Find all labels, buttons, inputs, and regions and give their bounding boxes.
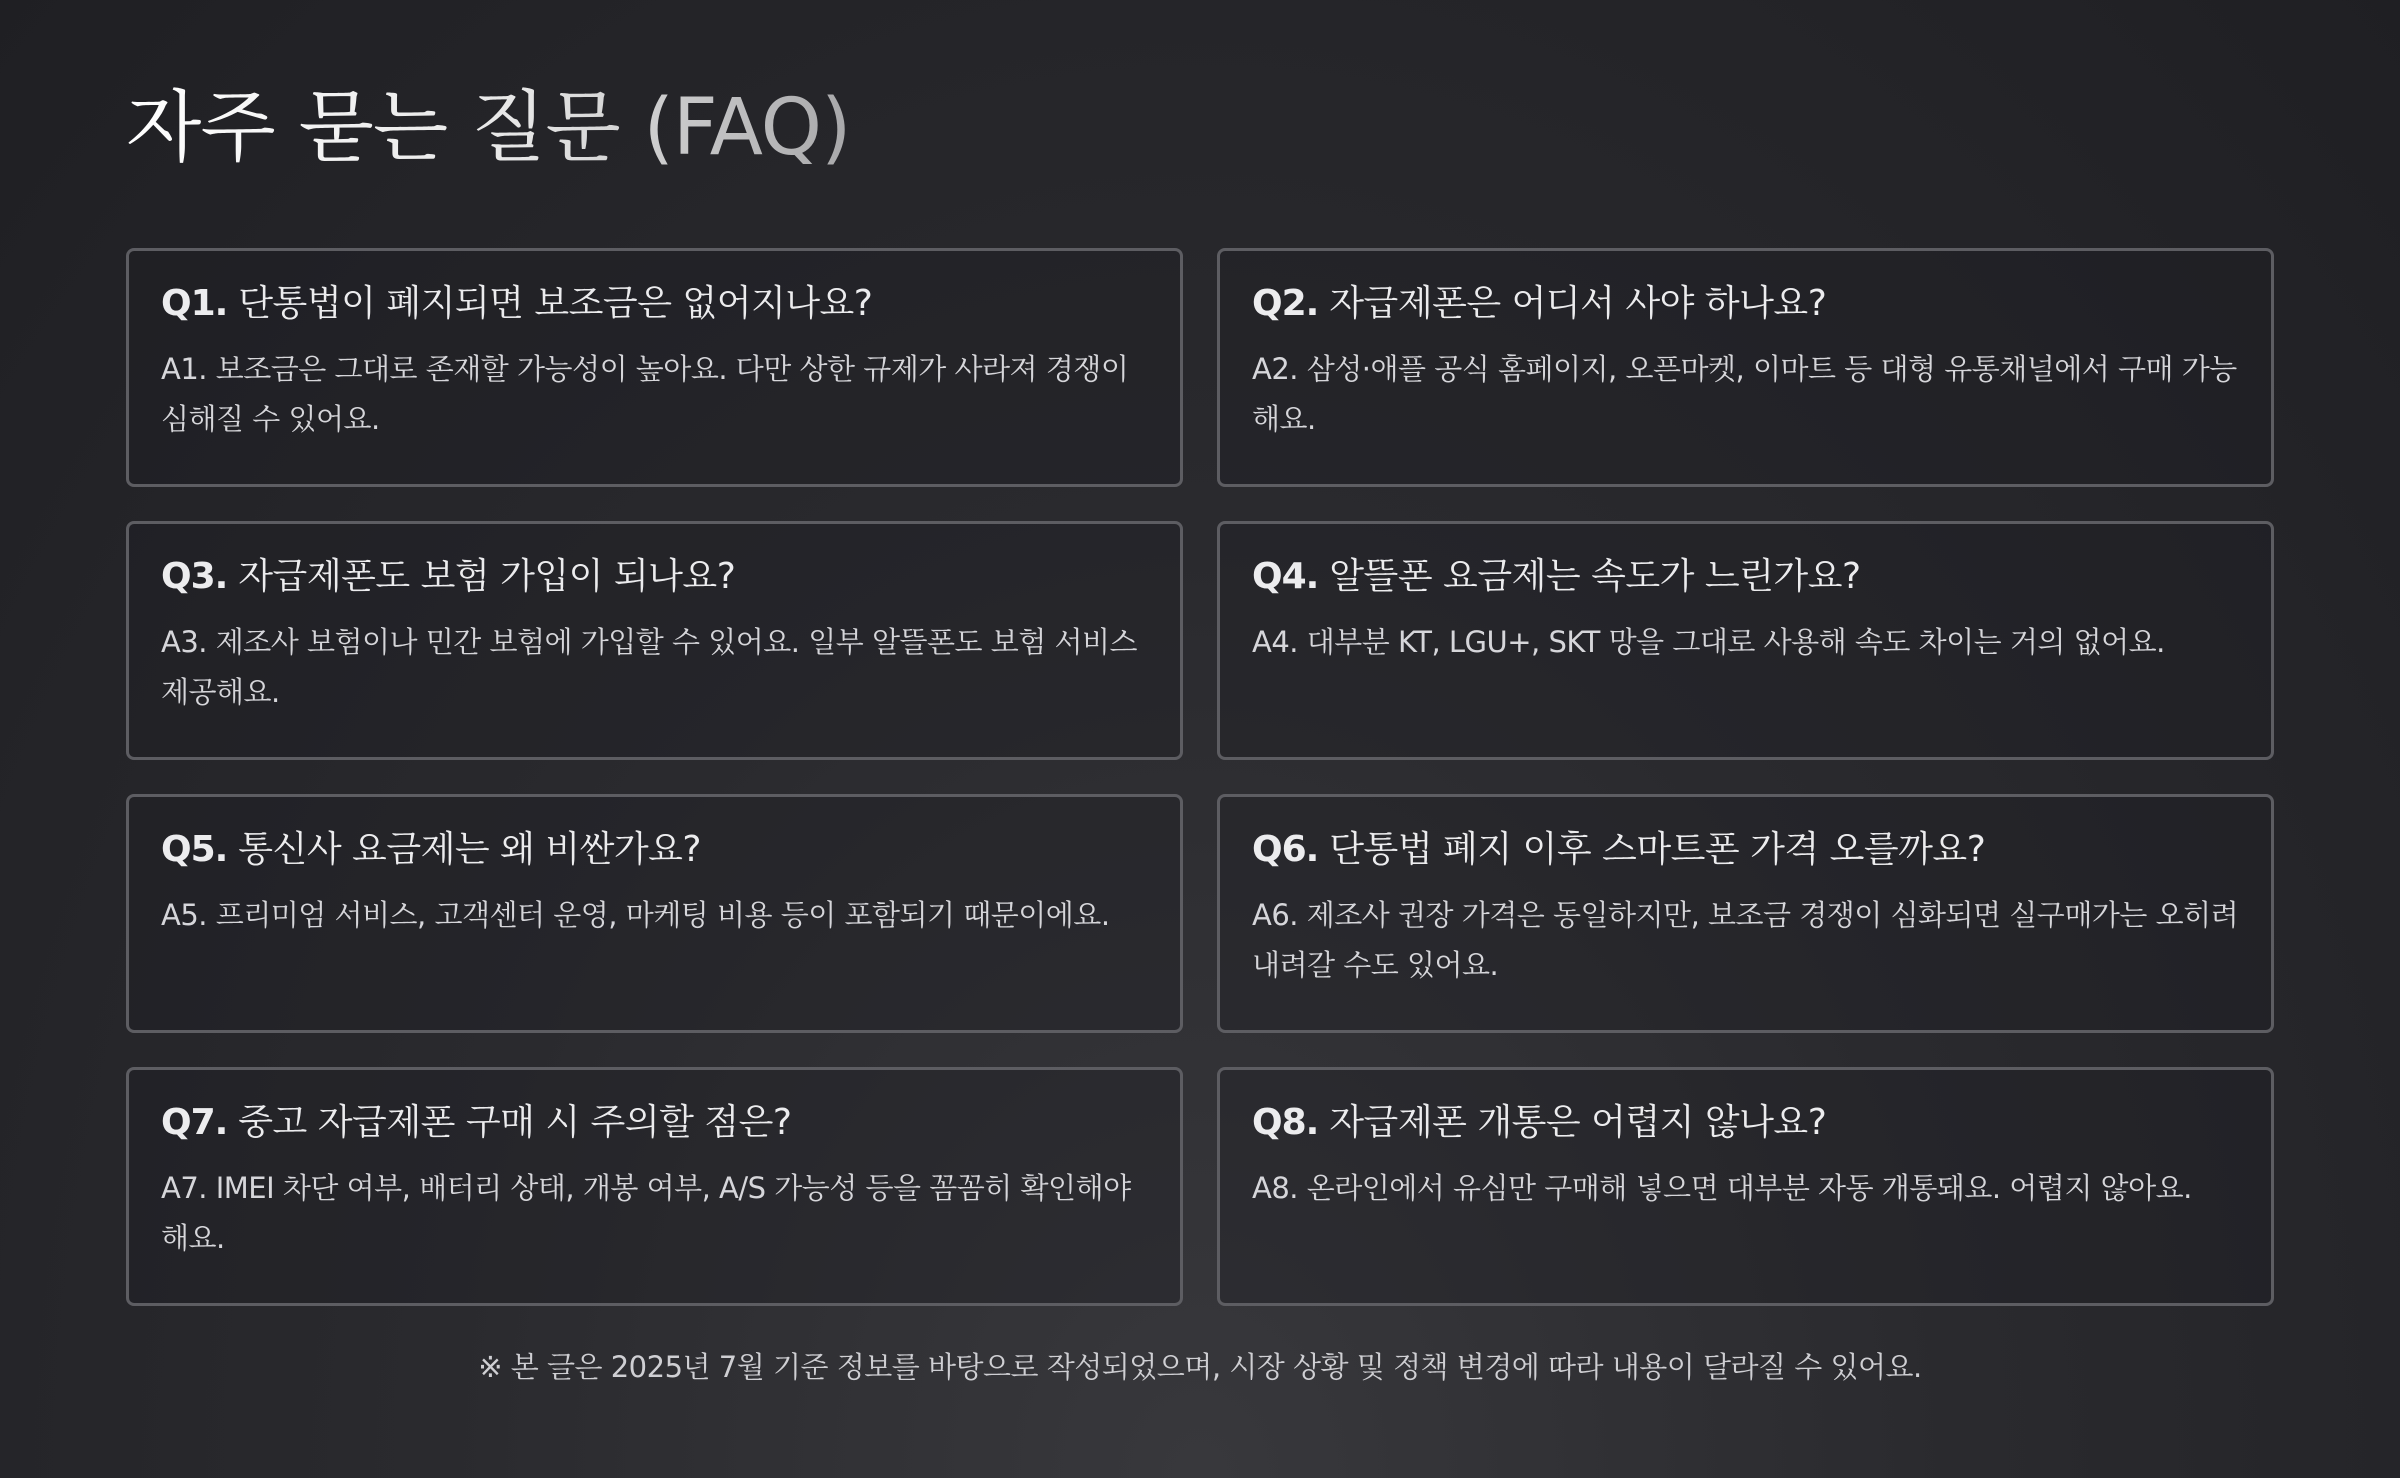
faq-answer: A7. IMEI 차단 여부, 배터리 상태, 개봉 여부, A/S 가능성 등을 꼼꼼히 확인해야 해요. [161,1170,1131,1255]
faq-answer: A8. 온라인에서 유심만 구매해 넣으면 대부분 자동 개통돼요. 어렵지 않아요. [1252,1170,2192,1205]
faq-question [1252,281,2239,328]
question-number: Q7. [161,1102,228,1143]
faq-grid [126,248,2274,1306]
faq-card-3 [126,521,1183,760]
faq-question [1252,1100,2239,1147]
question-text: 알뜰폰 요금제는 속도가 느린가요? [1329,556,1861,597]
faq-card-6 [1217,794,2274,1033]
question-number: Q5. [161,829,228,870]
question-number: Q4. [1252,556,1319,597]
faq-question [1252,827,2239,874]
faq-answer: A3. 제조사 보험이나 민간 보험에 가입할 수 있어요. 일부 알뜰폰도 보험 서비스 제공해요. [161,624,1138,709]
faq-question [161,554,1148,601]
question-text: 단통법 폐지 이후 스마트폰 가격 오를까요? [1329,829,1986,870]
faq-card-7 [126,1067,1183,1306]
question-text: 단통법이 폐지되면 보조금은 없어지나요? [238,283,873,324]
question-number: Q6. [1252,829,1319,870]
faq-answer: A6. 제조사 권장 가격은 동일하지만, 보조금 경쟁이 심화되면 실구매가는 오히려 내려갈 수도 있어요. [1252,897,2239,982]
faq-card-5 [126,794,1183,1033]
faq-card-4 [1217,521,2274,760]
faq-question [161,827,1148,874]
faq-answer: A1. 보조금은 그대로 존재할 가능성이 높아요. 다만 상한 규제가 사라져 경쟁이 심해질 수 있어요. [161,351,1129,436]
question-text: 자급제폰은 어디서 사야 하나요? [1329,283,1827,324]
page-title: 자주 묻는 질문 (FAQ) [126,83,851,173]
faq-answer: A4. 대부분 KT, LGU+, SKT 망을 그대로 사용해 속도 차이는 거의 없어요. [1252,624,2165,659]
question-text: 자급제폰도 보험 가입이 되나요? [238,556,736,597]
faq-question [1252,554,2239,601]
faq-card-1 [126,248,1183,487]
faq-question [161,1100,1148,1147]
question-text: 통신사 요금제는 왜 비싼가요? [238,829,702,870]
faq-card-2 [1217,248,2274,487]
question-number: Q3. [161,556,228,597]
question-text: 자급제폰 개통은 어렵지 않나요? [1329,1102,1827,1143]
question-number: Q2. [1252,283,1319,324]
faq-question [161,281,1148,328]
footnote: ※ 본 글은 2025년 7월 기준 정보를 바탕으로 작성되었으며, 시장 상황 및 정책 변경에 따라 내용이 달라질 수 있어요. [478,1350,1922,1384]
faq-card-8 [1217,1067,2274,1306]
question-number: Q8. [1252,1102,1319,1143]
faq-answer: A5. 프리미엄 서비스, 고객센터 운영, 마케팅 비용 등이 포함되기 때문이에요. [161,897,1110,932]
question-number: Q1. [161,283,228,324]
question-text: 중고 자급제폰 구매 시 주의할 점은? [238,1102,792,1143]
faq-answer: A2. 삼성·애플 공식 홈페이지, 오픈마켓, 이마트 등 대형 유통채널에서 구매 가능해요. [1252,351,2237,436]
